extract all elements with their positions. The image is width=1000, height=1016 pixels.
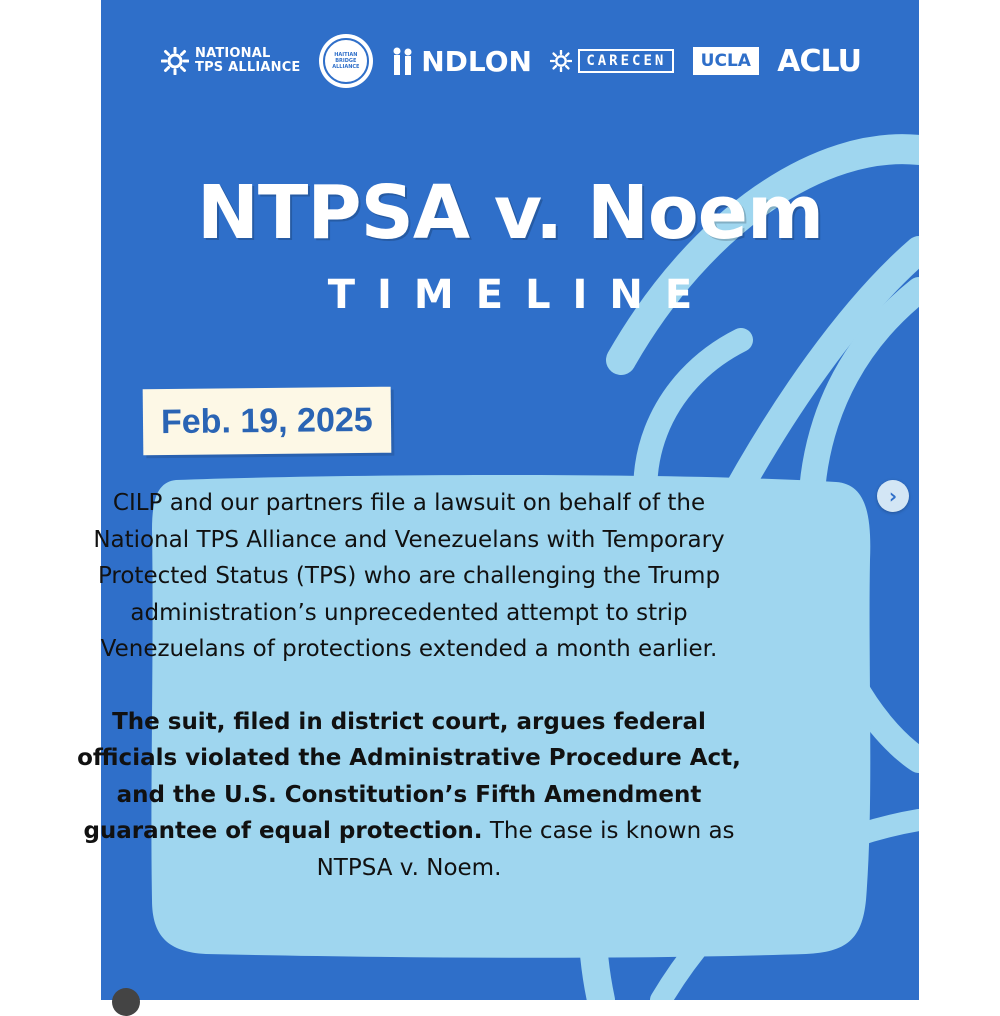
date-tag [143,387,391,456]
ucla-logo-text: UCLA [693,47,759,75]
aclu-logo [777,44,861,79]
page-title: NTPSA v. Noem [196,170,824,256]
aclu-logo-text: ACLU [777,43,861,79]
timeline-description [75,485,743,886]
chevron-right-icon: › [888,484,898,508]
workers-silhouette-icon [391,46,415,76]
carecen-logo-text: CARECEN [578,49,674,73]
next-slide-button[interactable] [877,480,909,512]
ntpsa-logo-line2: TPS ALLIANCE [195,60,301,75]
timeline-date: Feb. 19, 2025 [160,400,373,441]
corner-indicator [112,988,140,1016]
description-paragraph-1: CILP and our partners file a lawsuit on behalf of the National TPS Alliance and Venezuelans with Temporary Protected Status (TPS) who are challenging the Trump administration’s unprecedented attempt to strip Venezuelans of protections extended a month earlier. [93,490,725,662]
carecen-logo [550,49,674,73]
haitian-bridge-alliance-text: HAITIAN BRIDGE ALLIANCE [332,52,360,70]
description-paragraph-2-end: The case is known as NTPSA v. Noem. [316,818,735,881]
ndlon-logo [391,45,532,78]
haitian-bridge-alliance-logo [319,34,373,88]
partner-logos [161,30,861,92]
ntpsa-logo [161,47,301,75]
ndlon-logo-text: NDLON [421,44,532,78]
ntpsa-logo-line1: NATIONAL [195,46,271,61]
sun-gear-icon [550,50,572,72]
sun-gear-icon [161,47,189,75]
page-subtitle: TIMELINE [327,272,715,318]
ucla-logo [693,47,759,75]
description-paragraph-2-bold: The suit, filed in district court, argues federal officials violated the Administrative Procedure Act, and the U.S. Constitution’s Fifth Amendment guarantee of equal protection. [77,708,741,844]
